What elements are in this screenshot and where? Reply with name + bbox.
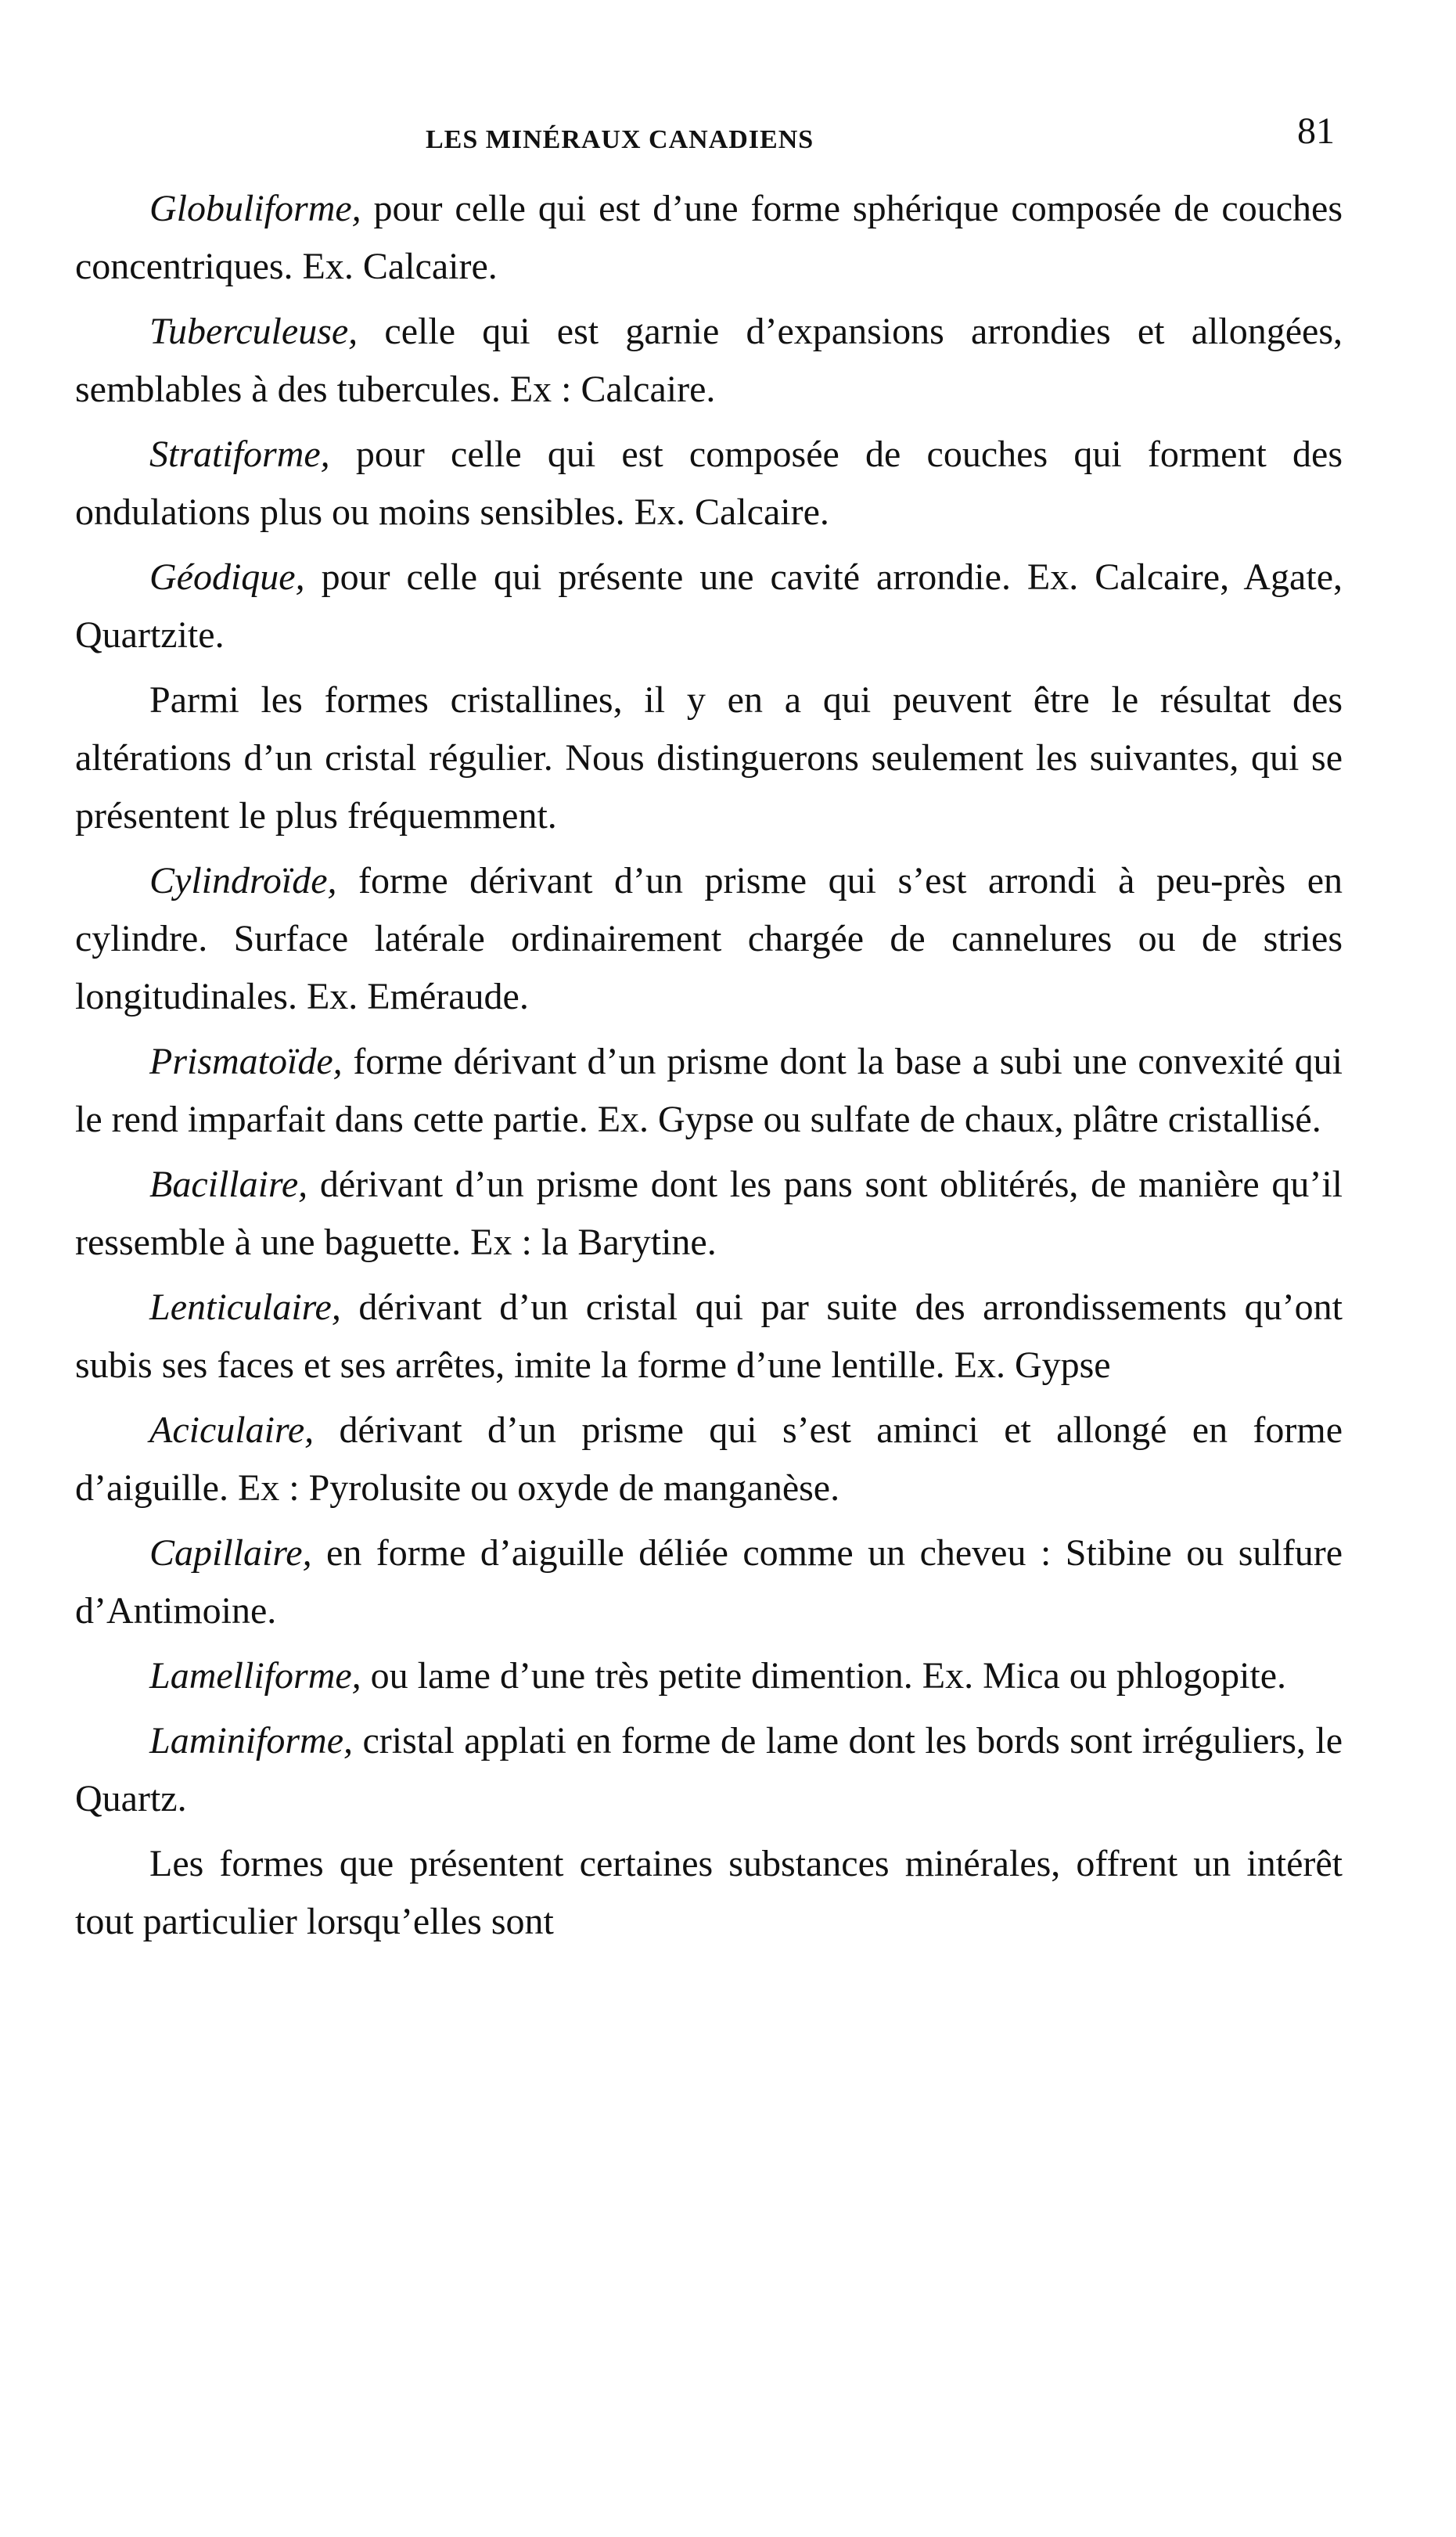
paragraph-substances-minerales: [75, 1835, 1343, 1951]
paragraph-aciculaire: [75, 1402, 1343, 1517]
paragraph-text: cristal applati en forme de lame dont les bords sont irréguliers, le Quartz.: [75, 1720, 1343, 1819]
paragraph-text: dérivant d’un prisme dont les pans sont oblitérés, de manière qu’il ressemble à une baguette. Ex : la Barytine.: [75, 1164, 1343, 1263]
term: Aciculaire,: [149, 1409, 315, 1451]
paragraph-text: Les formes que présentent certaines substances minérales, offrent un intérêt tout particulier lorsqu’elles sont: [75, 1843, 1343, 1942]
paragraph-text: pour celle qui est d’une forme sphérique composée de couches concentriques. Ex. Calcaire.: [75, 188, 1343, 287]
term: Stratiforme,: [149, 434, 330, 475]
paragraph-text: ou lame d’une très petite dimention. Ex. Mica ou phlogopite.: [361, 1655, 1287, 1697]
paragraph-text: pour celle qui est composée de couches qui forment des ondulations plus ou moins sensibles. Ex. Calcaire.: [75, 434, 1343, 533]
paragraph-stratiforme: [75, 426, 1343, 542]
paragraph-capillaire: [75, 1524, 1343, 1640]
term: Prismatoïde,: [149, 1041, 343, 1082]
paragraph-formes-cristallines: [75, 671, 1343, 845]
paragraph-lamelliforme: [75, 1647, 1343, 1705]
term: Bacillaire,: [149, 1164, 308, 1205]
page-header: [75, 94, 1343, 180]
paragraph-text: dérivant d’un cristal qui par suite des arrondissements qu’ont subis ses faces et ses arrêtes, imite la forme d’une lentille. Ex. Gypse: [75, 1286, 1343, 1386]
running-head: LES MINÉRAUX CANADIENS: [426, 125, 814, 154]
paragraph-lenticulaire: [75, 1279, 1343, 1394]
paragraph-laminiforme: [75, 1712, 1343, 1828]
term: Géodique,: [149, 556, 305, 598]
paragraph-tuberculeuse: [75, 303, 1343, 419]
term: Laminiforme,: [149, 1720, 354, 1762]
paragraph-geodique: [75, 549, 1343, 664]
paragraph-text: pour celle qui présente une cavité arrondie. Ex. Calcaire, Agate, Quartzite.: [75, 556, 1343, 656]
paragraph-text: celle qui est garnie d’expansions arrondies et allongées, semblables à des tubercules. Ex : Calcaire.: [75, 311, 1343, 410]
term: Capillaire,: [149, 1532, 312, 1574]
paragraph-text: dérivant d’un prisme qui s’est aminci et allongé en forme d’aiguille. Ex : Pyrolusite ou oxyde de manganèse.: [75, 1409, 1343, 1509]
book-page: [75, 94, 1343, 1958]
term: Lamelliforme,: [149, 1655, 361, 1697]
term: Cylindroïde,: [149, 860, 337, 901]
page-number: 81: [1297, 110, 1335, 152]
paragraph-prismatoide: [75, 1033, 1343, 1149]
paragraph-text: forme dérivant d’un prisme qui s’est arrondi à peu-près en cylindre. Surface latérale ordinairement chargée de cannelures ou de stries longitudinales. Ex. Eméraude.: [75, 860, 1343, 1017]
body-text: [75, 180, 1343, 1951]
term: Lenticulaire,: [149, 1286, 341, 1328]
term: Tuberculeuse,: [149, 311, 358, 352]
paragraph-bacillaire: [75, 1156, 1343, 1272]
paragraph-cylindroide: [75, 852, 1343, 1026]
paragraph-text: forme dérivant d’un prisme dont la base a subi une convexité qui le rend imparfait dans cette partie. Ex. Gypse ou sulfate de chaux, plâtre cristallisé.: [75, 1041, 1343, 1140]
paragraph-text: Parmi les formes cristallines, il y en a qui peuvent être le résultat des altérations d’un cristal régulier. Nous distinguerons seulement les suivantes, qui se présentent le plus fréquemment.: [75, 679, 1343, 837]
paragraph-text: en forme d’aiguille déliée comme un cheveu : Stibine ou sulfure d’Antimoine.: [75, 1532, 1343, 1632]
paragraph-globuliforme: [75, 180, 1343, 296]
term: Globuliforme,: [149, 188, 361, 229]
